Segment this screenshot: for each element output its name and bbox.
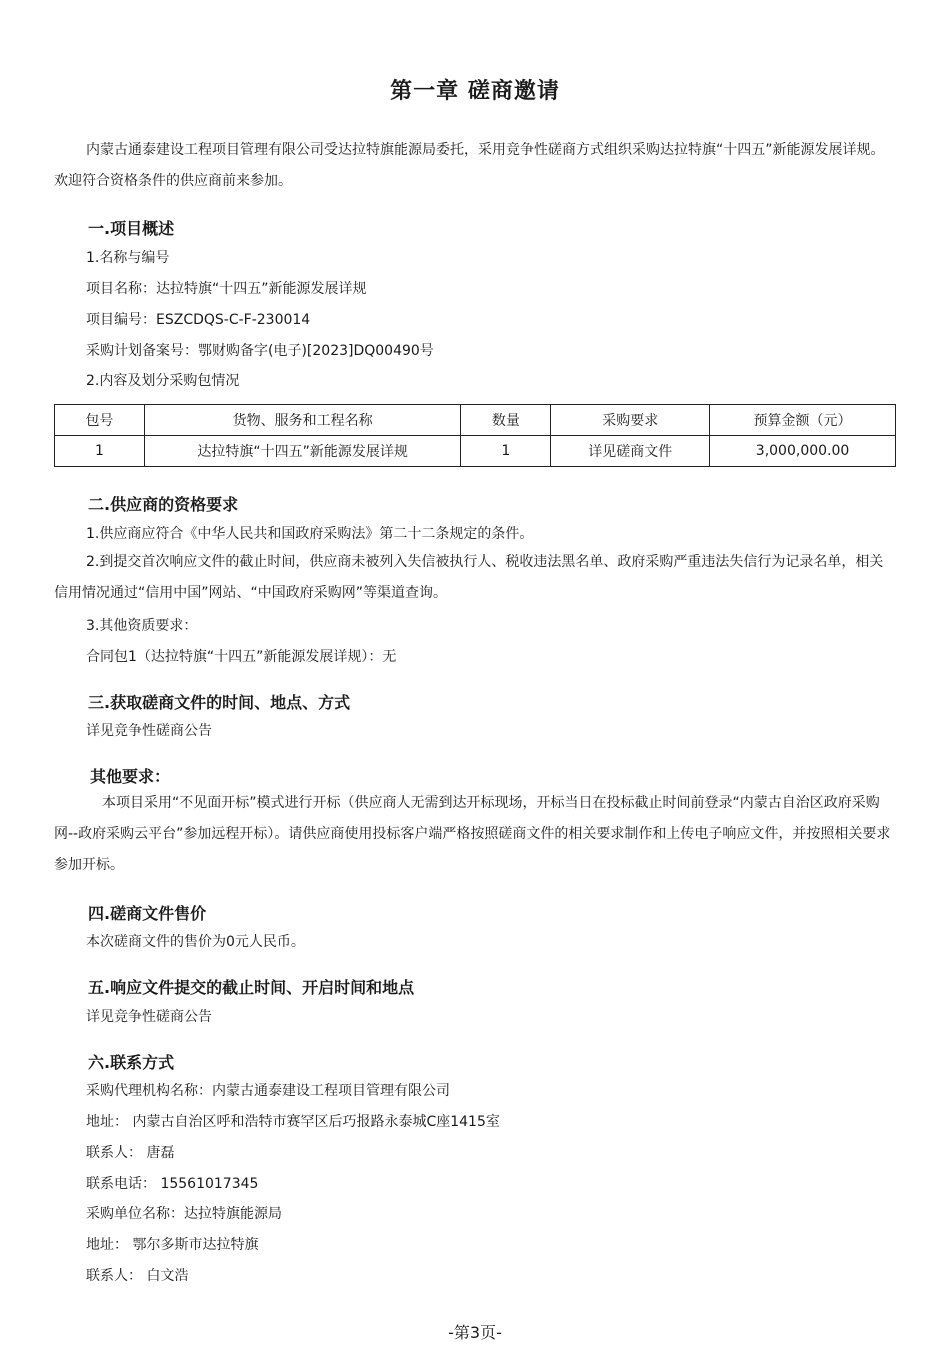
cell-quantity: 1 bbox=[461, 436, 551, 467]
buyer-name: 采购单位名称：达拉特旗能源局 bbox=[86, 1206, 282, 1222]
qualification-item-1: 1.供应商应符合《中华人民共和国政府采购法》第二十二条规定的条件。 bbox=[86, 526, 534, 542]
agency-contact: 联系人： 唐磊 bbox=[86, 1145, 175, 1161]
header-item-name: 货物、服务和工程名称 bbox=[144, 405, 461, 436]
section-4-heading: 四.磋商文件售价 bbox=[88, 904, 207, 923]
cell-item-name: 达拉特旗“十四五”新能源发展详规 bbox=[144, 436, 461, 467]
project-number: 项目编号：ESZCDQS-C-F-230014 bbox=[86, 312, 311, 328]
cell-budget: 3,000,000.00 bbox=[710, 436, 896, 467]
header-package-no: 包号 bbox=[55, 405, 145, 436]
package-table bbox=[54, 404, 896, 467]
agency-address: 地址： 内蒙古自治区呼和浩特市赛罕区后巧报路永泰城C座1415室 bbox=[86, 1114, 500, 1130]
header-requirement: 采购要求 bbox=[551, 405, 710, 436]
project-name: 项目名称：达拉特旗“十四五”新能源发展详规 bbox=[86, 281, 367, 297]
section-3-heading: 三.获取磋商文件的时间、地点、方式 bbox=[88, 693, 351, 712]
section-5-text: 详见竞争性磋商公告 bbox=[86, 1009, 212, 1025]
qualification-item-3-detail: 合同包1（达拉特旗“十四五”新能源发展详规）：无 bbox=[86, 649, 397, 665]
qualification-item-2: 2.到提交首次响应文件的截止时间，供应商未被列入失信被执行人、税收违法黑名单、政府采购严重违法失信行为记录名单，相关信用情况通过“信用中国”网站、“中国政府采购网”等渠道查询。 bbox=[54, 554, 884, 601]
sub-heading-name-number: 1.名称与编号 bbox=[86, 250, 170, 266]
cell-package-no: 1 bbox=[55, 436, 145, 467]
agency-phone: 联系电话： 15561017345 bbox=[86, 1176, 259, 1192]
page-title: 第一章 磋商邀请 bbox=[390, 79, 560, 104]
buyer-address: 地址： 鄂尔多斯市达拉特旗 bbox=[86, 1237, 259, 1253]
section-2-heading: 二.供应商的资格要求 bbox=[88, 495, 239, 514]
header-budget: 预算金额（元） bbox=[710, 405, 896, 436]
section-3-text: 详见竞争性磋商公告 bbox=[86, 723, 212, 739]
section-1-heading: 一.项目概述 bbox=[88, 219, 175, 238]
section-6-heading: 六.联系方式 bbox=[88, 1053, 175, 1072]
table-row bbox=[55, 436, 896, 467]
other-requirements-heading: 其他要求： bbox=[90, 767, 171, 786]
buyer-contact: 联系人： 白文浩 bbox=[86, 1268, 189, 1284]
other-requirements-text: 本项目采用“不见面开标”模式进行开标（供应商人无需到达开标现场，开标当日在投标截止时间前登录“内蒙古自治区政府采购网--政府采购云平台”参加远程开标）。请供应商使用投标客户端严格按照磋商文件的相关要求制作和上传电子响应文件，并按照相关要求参加开标。 bbox=[54, 795, 891, 873]
sub-heading-packages: 2.内容及划分采购包情况 bbox=[86, 373, 240, 389]
cell-requirement: 详见磋商文件 bbox=[551, 436, 710, 467]
qualification-item-3: 3.其他资质要求： bbox=[86, 618, 198, 634]
page-number: -第3页- bbox=[448, 1323, 502, 1342]
intro-paragraph: 内蒙古通泰建设工程项目管理有限公司受达拉特旗能源局委托，采用竞争性磋商方式组织采购达拉特旗“十四五”新能源发展详规。欢迎符合资格条件的供应商前来参加。 bbox=[54, 142, 885, 189]
section-4-text: 本次磋商文件的售价为0元人民币。 bbox=[86, 934, 305, 950]
table-header-row bbox=[55, 405, 896, 436]
procurement-plan-number: 采购计划备案号：鄂财购备字(电子)[2023]DQ00490号 bbox=[86, 343, 434, 359]
agency-name: 采购代理机构名称：内蒙古通泰建设工程项目管理有限公司 bbox=[86, 1083, 450, 1099]
header-quantity: 数量 bbox=[461, 405, 551, 436]
section-5-heading: 五.响应文件提交的截止时间、开启时间和地点 bbox=[88, 978, 415, 997]
